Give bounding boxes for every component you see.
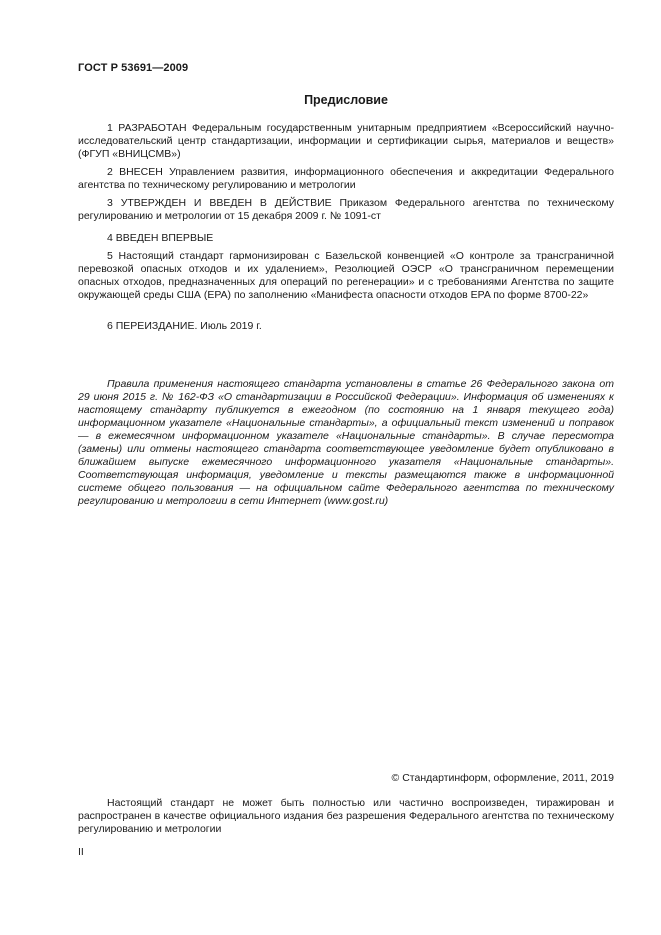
copyright-line: © Стандартинформ, оформление, 2011, 2019 [391,772,614,784]
foreword-paragraph-6: 6 ПЕРЕИЗДАНИЕ. Июль 2019 г. [107,320,262,332]
document-code: ГОСТ Р 53691—2009 [78,62,189,74]
foreword-title: Предисловие [304,93,388,107]
foreword-paragraph-2: 2 ВНЕСЕН Управлением развития, информационного обеспечения и аккредитации Федерального агентства по техническому регулированию и метрологии [78,166,614,191]
foreword-paragraph-1: 1 РАЗРАБОТАН Федеральным государственным унитарным предприятием «Всероссийский научно-исследовательский центр стандартизации, информации и сертификации сырья, материалов и веществ» (ФГУП «ВНИЦСМВ») [78,122,614,160]
foreword-paragraph-4: 4 ВВЕДЕН ВПЕРВЫЕ [107,232,214,244]
foreword-paragraph-3: 3 УТВЕРЖДЕН И ВВЕДЕН В ДЕЙСТВИЕ Приказом Федерального агентства по техническому регулированию и метрологии от 15 декабря 2009 г. № 1091-ст [78,197,614,222]
standard-application-rules: Правила применения настоящего стандарта установлены в статье 26 Федерального закона от 29 июня 2015 г. № 162-ФЗ «О стандартизации в Российской Федерации». Информация об изменениях к настоящему стандарту публикуется в ежегодном (по состоянию на 1 января текущего года) информационном указателе «Национальные стандарты», а официальный текст изменений и поправок — в ежемесячном информационном указателе «Национальные стандарты». В случае пересмотра (замены) или отмены настоящего стандарта соответствующее уведомление будет опубликовано в ближайшем выпуске ежемесячного информационного указателя «Национальные стандарты». Соответствующая информация, уведомление и тексты размещаются также в информационной системе общего пользования — на официальном сайте Федерального агентства по техническому регулированию и метрологии в сети Интернет (www.gost.ru) [78,378,614,507]
page-number: II [78,846,84,858]
reproduction-notice: Настоящий стандарт не может быть полностью или частично воспроизведен, тиражирован и распространен в качестве официального издания без разрешения Федерального агентства по техническому регулированию и метрологии [78,797,614,835]
foreword-paragraph-5: 5 Настоящий стандарт гармонизирован с Базельской конвенцией «О контроле за трансграничной перевозкой опасных отходов и их удалением», Резолюцией ОЭСР «О трансграничном перемещении опасных отходов, предназначенных для операций по регенерации» и с требованиями Агентства по защите окружающей среды США (EPA) по заполнению «Манифеста опасности отходов EPA по форме 8700-22» [78,250,614,301]
